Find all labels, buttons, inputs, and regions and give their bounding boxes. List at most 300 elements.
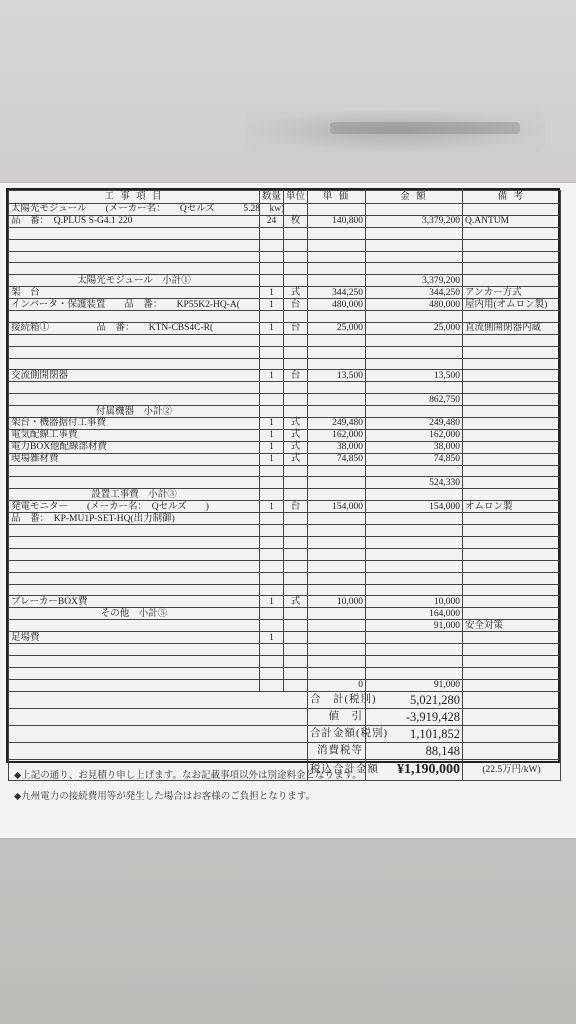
cell-unit-price bbox=[308, 548, 366, 560]
header-item: 工 事 項 目 bbox=[9, 191, 260, 204]
cell-qty: 1 bbox=[260, 501, 284, 513]
cell-unit-price bbox=[308, 584, 366, 596]
table-row bbox=[9, 441, 561, 453]
cell-item bbox=[9, 620, 260, 632]
cell-unit-price: 10,000 bbox=[308, 596, 366, 608]
cell-qty bbox=[260, 239, 284, 251]
cell-item: 現場雑材費 bbox=[9, 453, 260, 465]
cell-note bbox=[463, 525, 561, 537]
cell-amount: 344,250 bbox=[366, 287, 463, 299]
footnotes bbox=[14, 766, 362, 808]
cell-note: 安全対策 bbox=[463, 620, 561, 632]
cell-amount: 249,480 bbox=[366, 418, 463, 430]
cell-amount: 164,000 bbox=[366, 608, 463, 620]
cell-qty: 1 bbox=[260, 429, 284, 441]
cell-item bbox=[9, 382, 260, 394]
cell-amount bbox=[366, 382, 463, 394]
table-row bbox=[9, 536, 561, 548]
cell-item: 架台・機器据付工事費 bbox=[9, 418, 260, 430]
cell-qty bbox=[260, 311, 284, 323]
cell-note bbox=[463, 227, 561, 239]
cell-unit-price bbox=[308, 239, 366, 251]
cell-unit bbox=[284, 239, 308, 251]
cell-unit bbox=[284, 227, 308, 239]
cell-note bbox=[463, 584, 561, 596]
cell-qty: 1 bbox=[260, 322, 284, 334]
table-row bbox=[9, 334, 561, 346]
table-row bbox=[9, 322, 561, 334]
subtotal-row bbox=[9, 406, 561, 418]
cell-qty bbox=[260, 346, 284, 358]
summary-note bbox=[463, 691, 561, 708]
table-row bbox=[9, 548, 561, 560]
table-row bbox=[9, 453, 561, 465]
cell-unit bbox=[284, 489, 308, 501]
cell-item: 品 番： Q.PLUS S-G4.1 220 bbox=[9, 215, 260, 227]
table-row bbox=[9, 299, 561, 311]
cell-item: 太陽光モジュール (メーカー名： Qセルズ 5.28 kw) bbox=[9, 204, 260, 216]
cell-qty bbox=[260, 536, 284, 548]
table-row bbox=[9, 679, 561, 691]
cell-item bbox=[9, 311, 260, 323]
table-row bbox=[9, 429, 561, 441]
cell-amount bbox=[366, 334, 463, 346]
cell-amount: 862,750 bbox=[366, 394, 463, 406]
cell-qty bbox=[260, 584, 284, 596]
cell-item bbox=[9, 358, 260, 370]
cell-note bbox=[463, 239, 561, 251]
cell-unit-price bbox=[308, 251, 366, 263]
cell-unit bbox=[284, 204, 308, 216]
summary-row bbox=[9, 708, 561, 725]
cell-note bbox=[463, 453, 561, 465]
cell-unit: 式 bbox=[284, 441, 308, 453]
table-row bbox=[9, 382, 561, 394]
cell-qty: 1 bbox=[260, 632, 284, 644]
cell-qty bbox=[260, 608, 284, 620]
cell-amount bbox=[366, 263, 463, 275]
footnote-1: ◆上記の通り、お見積り申し上げます。なお記載事項以外は別途料金となります。 bbox=[14, 771, 362, 781]
cell-item bbox=[9, 334, 260, 346]
grand-total-value: ¥1,190,000 bbox=[366, 759, 463, 780]
table-row bbox=[9, 596, 561, 608]
cell-item bbox=[9, 239, 260, 251]
cell-unit-price: 140,800 bbox=[308, 215, 366, 227]
cell-note bbox=[463, 275, 561, 287]
cell-note bbox=[463, 667, 561, 679]
cell-qty bbox=[260, 227, 284, 239]
cell-note bbox=[463, 441, 561, 453]
summary-value: 1,101,852 bbox=[366, 725, 463, 742]
cell-item bbox=[9, 536, 260, 548]
summary-blank bbox=[9, 725, 308, 742]
cell-unit-price bbox=[308, 465, 366, 477]
cell-unit-price: 162,000 bbox=[308, 429, 366, 441]
cell-qty: 1 bbox=[260, 299, 284, 311]
cell-unit-price bbox=[308, 311, 366, 323]
cell-amount bbox=[366, 489, 463, 501]
table-row bbox=[9, 263, 561, 275]
table-row bbox=[9, 394, 561, 406]
cell-item bbox=[9, 394, 260, 406]
cell-amount bbox=[366, 465, 463, 477]
cell-amount bbox=[366, 406, 463, 418]
table-row bbox=[9, 346, 561, 358]
cell-unit bbox=[284, 572, 308, 584]
cell-item: 架 台 bbox=[9, 287, 260, 299]
cell-item bbox=[9, 465, 260, 477]
cell-amount: 524,330 bbox=[366, 477, 463, 489]
table-row bbox=[9, 620, 561, 632]
cell-note bbox=[463, 370, 561, 382]
cell-amount bbox=[366, 584, 463, 596]
cell-unit: 式 bbox=[284, 453, 308, 465]
cell-qty bbox=[260, 572, 284, 584]
cell-amount bbox=[366, 632, 463, 644]
cell-unit-price: 0 bbox=[308, 679, 366, 691]
cell-amount bbox=[366, 513, 463, 525]
cell-unit-price bbox=[308, 536, 366, 548]
cell-qty bbox=[260, 679, 284, 691]
cell-amount bbox=[366, 572, 463, 584]
cell-amount: 480,000 bbox=[366, 299, 463, 311]
header-amount: 金 額 bbox=[366, 191, 463, 204]
cell-qty bbox=[260, 275, 284, 287]
cell-amount bbox=[366, 358, 463, 370]
cell-unit-price: 38,000 bbox=[308, 441, 366, 453]
cell-unit-price: 25,000 bbox=[308, 322, 366, 334]
summary-value: 5,021,280 bbox=[366, 691, 463, 708]
table-row bbox=[9, 572, 561, 584]
cell-unit-price bbox=[308, 382, 366, 394]
cell-unit bbox=[284, 667, 308, 679]
cell-item bbox=[9, 655, 260, 667]
cell-unit-price bbox=[308, 632, 366, 644]
cell-unit-price bbox=[308, 334, 366, 346]
cell-amount bbox=[366, 204, 463, 216]
cell-unit-price bbox=[308, 204, 366, 216]
cell-item bbox=[9, 346, 260, 358]
cell-unit-price: 344,250 bbox=[308, 287, 366, 299]
cell-item bbox=[9, 548, 260, 560]
cell-item bbox=[9, 643, 260, 655]
cell-amount bbox=[366, 643, 463, 655]
cell-amount: 13,500 bbox=[366, 370, 463, 382]
header-unit-price: 単 価 bbox=[308, 191, 366, 204]
cell-qty bbox=[260, 655, 284, 667]
grand-total-label: 税込合計金額 bbox=[308, 759, 366, 780]
cell-unit-price bbox=[308, 263, 366, 275]
cell-unit: 式 bbox=[284, 429, 308, 441]
cell-unit bbox=[284, 263, 308, 275]
cell-qty: 1 bbox=[260, 453, 284, 465]
cell-item: 付属機器 小計② bbox=[9, 406, 260, 418]
cell-item bbox=[9, 584, 260, 596]
cell-qty bbox=[260, 667, 284, 679]
cell-unit-price bbox=[308, 667, 366, 679]
cell-item bbox=[9, 525, 260, 537]
cell-unit bbox=[284, 643, 308, 655]
cell-note bbox=[463, 596, 561, 608]
cell-note bbox=[463, 632, 561, 644]
cell-unit-price: 154,000 bbox=[308, 501, 366, 513]
cell-note bbox=[463, 489, 561, 501]
summary-label: 合 計(税別) bbox=[308, 691, 366, 708]
cell-amount: 91,000 bbox=[366, 620, 463, 632]
table-row bbox=[9, 465, 561, 477]
summary-row bbox=[9, 725, 561, 742]
cell-amount: 25,000 bbox=[366, 322, 463, 334]
cell-item: その他 小計⑤ bbox=[9, 608, 260, 620]
quote-table bbox=[8, 190, 561, 781]
cell-amount: 38,000 bbox=[366, 441, 463, 453]
cell-item bbox=[9, 251, 260, 263]
cell-note bbox=[463, 358, 561, 370]
cell-qty bbox=[260, 560, 284, 572]
cell-qty: 1 bbox=[260, 287, 284, 299]
cell-qty bbox=[260, 620, 284, 632]
table-row bbox=[9, 251, 561, 263]
cell-amount bbox=[366, 239, 463, 251]
cell-note bbox=[463, 560, 561, 572]
cell-unit-price: 13,500 bbox=[308, 370, 366, 382]
cell-item: ブレーカーBOX費 bbox=[9, 596, 260, 608]
cell-qty bbox=[260, 513, 284, 525]
cell-qty bbox=[260, 477, 284, 489]
cell-qty bbox=[260, 525, 284, 537]
header-unit: 単位 bbox=[284, 191, 308, 204]
cell-unit bbox=[284, 620, 308, 632]
cell-amount bbox=[366, 655, 463, 667]
cell-unit bbox=[284, 560, 308, 572]
cell-unit bbox=[284, 334, 308, 346]
header-notes: 備 考 bbox=[463, 191, 561, 204]
cell-note bbox=[463, 204, 561, 216]
cell-amount: 162,000 bbox=[366, 429, 463, 441]
cell-unit bbox=[284, 358, 308, 370]
cell-qty: 1 bbox=[260, 370, 284, 382]
cell-amount bbox=[366, 227, 463, 239]
table-row bbox=[9, 643, 561, 655]
cell-amount bbox=[366, 525, 463, 537]
cell-unit-price bbox=[308, 513, 366, 525]
cell-qty bbox=[260, 643, 284, 655]
cell-note: 屋内用(オムロン製) bbox=[463, 299, 561, 311]
cell-unit bbox=[284, 525, 308, 537]
cell-qty bbox=[260, 394, 284, 406]
cell-item bbox=[9, 560, 260, 572]
subtotal-row bbox=[9, 275, 561, 287]
summary-label: 合計金額(税別) bbox=[308, 725, 366, 742]
cell-amount bbox=[366, 346, 463, 358]
cell-unit: 式 bbox=[284, 287, 308, 299]
table-row bbox=[9, 501, 561, 513]
cell-unit-price: 74,850 bbox=[308, 453, 366, 465]
cell-note bbox=[463, 429, 561, 441]
cell-note bbox=[463, 655, 561, 667]
cell-item bbox=[9, 679, 260, 691]
cell-note bbox=[463, 251, 561, 263]
cell-item bbox=[9, 667, 260, 679]
cell-unit bbox=[284, 584, 308, 596]
table-row bbox=[9, 477, 561, 489]
table-row bbox=[9, 513, 561, 525]
table-row bbox=[9, 667, 561, 679]
cell-note: アンカー方式 bbox=[463, 287, 561, 299]
cell-qty: 1 bbox=[260, 596, 284, 608]
summary-blank bbox=[9, 742, 308, 759]
cell-unit-price bbox=[308, 560, 366, 572]
subtotal-row bbox=[9, 608, 561, 620]
cell-unit bbox=[284, 382, 308, 394]
cell-unit: 枚 bbox=[284, 215, 308, 227]
cell-amount bbox=[366, 251, 463, 263]
grand-total-note: (22.5万円/kW) bbox=[463, 759, 561, 780]
cell-qty bbox=[260, 263, 284, 275]
cell-unit bbox=[284, 394, 308, 406]
cell-amount: 3,379,200 bbox=[366, 275, 463, 287]
table-row bbox=[9, 358, 561, 370]
cell-qty bbox=[260, 382, 284, 394]
cell-note bbox=[463, 477, 561, 489]
table-header-row bbox=[9, 191, 561, 204]
quote-sheet bbox=[0, 183, 576, 838]
summary-note bbox=[463, 708, 561, 725]
table-row bbox=[9, 287, 561, 299]
table-row bbox=[9, 227, 561, 239]
cell-note bbox=[463, 679, 561, 691]
cell-amount bbox=[366, 548, 463, 560]
cell-unit-price bbox=[308, 655, 366, 667]
cell-qty: 24 bbox=[260, 215, 284, 227]
cell-unit bbox=[284, 477, 308, 489]
cell-unit-price bbox=[308, 477, 366, 489]
cell-note bbox=[463, 572, 561, 584]
cell-item: インバータ・保護装置 品 番： KP55K2-HQ-A( bbox=[9, 299, 260, 311]
cell-unit-price bbox=[308, 643, 366, 655]
summary-label: 消費税等 bbox=[308, 742, 366, 759]
cell-unit-price bbox=[308, 525, 366, 537]
table-row bbox=[9, 632, 561, 644]
cell-unit-price bbox=[308, 227, 366, 239]
table-row bbox=[9, 370, 561, 382]
cell-unit bbox=[284, 608, 308, 620]
cell-note bbox=[463, 513, 561, 525]
table-row bbox=[9, 239, 561, 251]
cell-item bbox=[9, 477, 260, 489]
table-row bbox=[9, 204, 561, 216]
cell-qty bbox=[260, 489, 284, 501]
cell-unit: 台 bbox=[284, 501, 308, 513]
summary-value: 88,148 bbox=[366, 742, 463, 759]
cell-note: Q.ANTUM bbox=[463, 215, 561, 227]
cell-item: 電気配線工事費 bbox=[9, 429, 260, 441]
cell-unit bbox=[284, 513, 308, 525]
cell-amount: 74,850 bbox=[366, 453, 463, 465]
cell-amount bbox=[366, 536, 463, 548]
cell-item: 電力BOX他配線部材費 bbox=[9, 441, 260, 453]
table-row bbox=[9, 215, 561, 227]
cell-qty bbox=[260, 406, 284, 418]
cell-item: 品 番： KP-MU1P-SET-HQ(出力制御) bbox=[9, 513, 260, 525]
cell-item: 設置工事費 小計③ bbox=[9, 489, 260, 501]
cell-note bbox=[463, 536, 561, 548]
cell-note: オムロン製 bbox=[463, 501, 561, 513]
cell-amount: 3,379,200 bbox=[366, 215, 463, 227]
cell-unit: 式 bbox=[284, 418, 308, 430]
cell-unit bbox=[284, 311, 308, 323]
cell-unit-price bbox=[308, 489, 366, 501]
cell-note bbox=[463, 382, 561, 394]
cell-unit bbox=[284, 346, 308, 358]
summary-row bbox=[9, 742, 561, 759]
cell-amount bbox=[366, 560, 463, 572]
cell-unit-price bbox=[308, 620, 366, 632]
cell-note bbox=[463, 334, 561, 346]
cell-unit bbox=[284, 548, 308, 560]
cell-unit-price: 249,480 bbox=[308, 418, 366, 430]
table-row bbox=[9, 525, 561, 537]
cell-unit-price bbox=[308, 394, 366, 406]
cell-note bbox=[463, 406, 561, 418]
cell-unit-price bbox=[308, 346, 366, 358]
cell-item bbox=[9, 227, 260, 239]
subtotal-row bbox=[9, 489, 561, 501]
footnote-2: ◆九州電力の接続費用等が発生した場合はお客様のご負担となります。 bbox=[14, 792, 316, 802]
cell-item bbox=[9, 263, 260, 275]
cell-unit bbox=[284, 251, 308, 263]
cell-qty: 1 bbox=[260, 418, 284, 430]
cell-note bbox=[463, 346, 561, 358]
cell-note bbox=[463, 263, 561, 275]
cell-item: 太陽光モジュール 小計① bbox=[9, 275, 260, 287]
table-row bbox=[9, 560, 561, 572]
cell-unit: 台 bbox=[284, 370, 308, 382]
cell-note bbox=[463, 465, 561, 477]
cell-qty bbox=[260, 465, 284, 477]
table-row bbox=[9, 655, 561, 667]
summary-row bbox=[9, 691, 561, 708]
cell-qty bbox=[260, 358, 284, 370]
cell-unit-price bbox=[308, 572, 366, 584]
cell-unit: 台 bbox=[284, 299, 308, 311]
table-row bbox=[9, 311, 561, 323]
summary-blank bbox=[9, 691, 308, 708]
cell-qty bbox=[260, 334, 284, 346]
cell-note bbox=[463, 608, 561, 620]
cell-unit: 台 bbox=[284, 322, 308, 334]
cell-unit bbox=[284, 406, 308, 418]
cell-qty bbox=[260, 548, 284, 560]
cell-unit-price bbox=[308, 275, 366, 287]
cell-unit bbox=[284, 632, 308, 644]
cell-note bbox=[463, 394, 561, 406]
cell-amount: 154,000 bbox=[366, 501, 463, 513]
summary-value: -3,919,428 bbox=[366, 708, 463, 725]
cell-unit bbox=[284, 655, 308, 667]
cell-item bbox=[9, 572, 260, 584]
table-row bbox=[9, 418, 561, 430]
cell-unit-price bbox=[308, 406, 366, 418]
summary-blank bbox=[9, 708, 308, 725]
cell-qty bbox=[260, 251, 284, 263]
cell-unit bbox=[284, 536, 308, 548]
cell-amount bbox=[366, 311, 463, 323]
cell-note bbox=[463, 643, 561, 655]
cell-unit bbox=[284, 679, 308, 691]
cell-item: 接続箱① 品 番： KTN-CBS4C-R( bbox=[9, 322, 260, 334]
header-qty: 数量 bbox=[260, 191, 284, 204]
